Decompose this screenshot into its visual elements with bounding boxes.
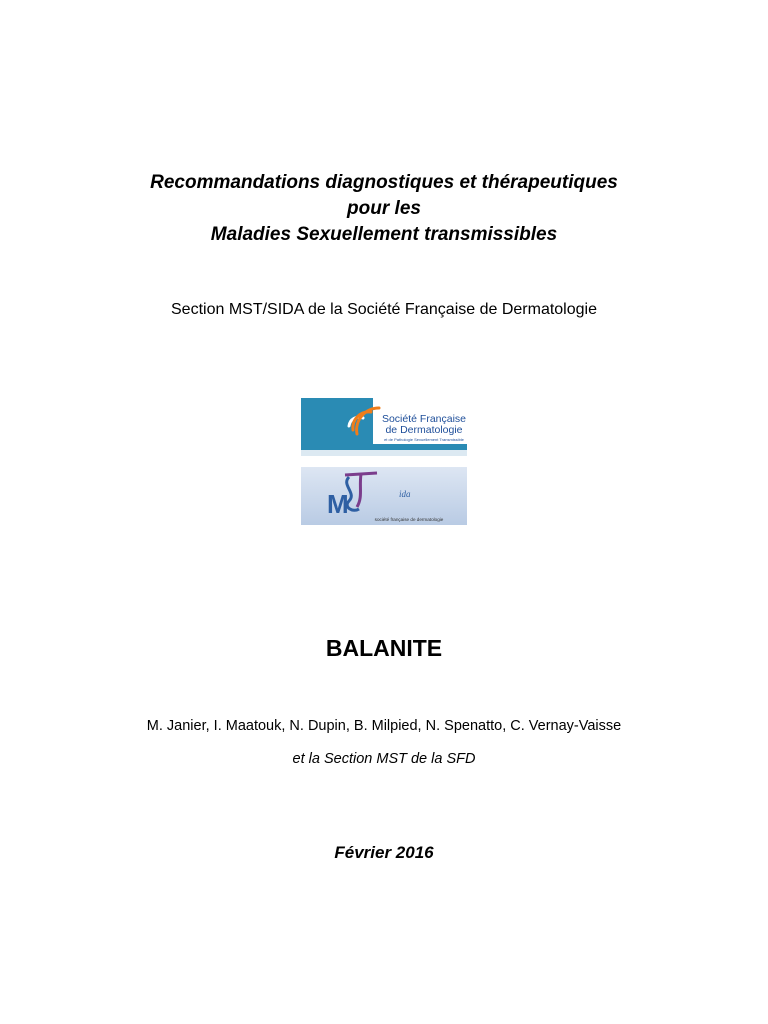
logo-bottom-band [301, 444, 467, 450]
sfd-tagline: et de Pathologie Sexuellement Transmissible [384, 437, 464, 442]
logo-band [301, 398, 373, 444]
sfd-logo-graphic [301, 398, 467, 456]
mst-suffix: ida [399, 489, 411, 499]
publication-date: Février 2016 [334, 843, 434, 862]
mst-tagline: société française de dermatologie [374, 517, 444, 522]
mst-letter-m: M [327, 489, 349, 519]
mst-sida-logo-graphic [301, 467, 467, 525]
document-heading: BALANITE [325, 635, 443, 661]
sfd-name-line-1: Société Française [381, 413, 467, 425]
authors-line: M. Janier, I. Maatouk, N. Dupin, B. Milpied, N. Spenatto, C. Vernay-Vaisse [146, 718, 622, 734]
doc-title-line-1: Recommandations diagnostiques et thérapeutiques [150, 172, 618, 193]
section-subtitle: Section MST/SIDA de la Société Française de Dermatologie [171, 301, 597, 318]
doc-title-line-2: pour les [347, 198, 421, 219]
mst-sida-logo [301, 467, 467, 525]
sfd-logo [301, 398, 467, 456]
sfd-name-line-2: de Dermatologie [385, 424, 463, 436]
authors-suffix: et la Section MST de la SFD [292, 751, 476, 767]
doc-title-line-3: Maladies Sexuellement transmissibles [210, 224, 558, 245]
